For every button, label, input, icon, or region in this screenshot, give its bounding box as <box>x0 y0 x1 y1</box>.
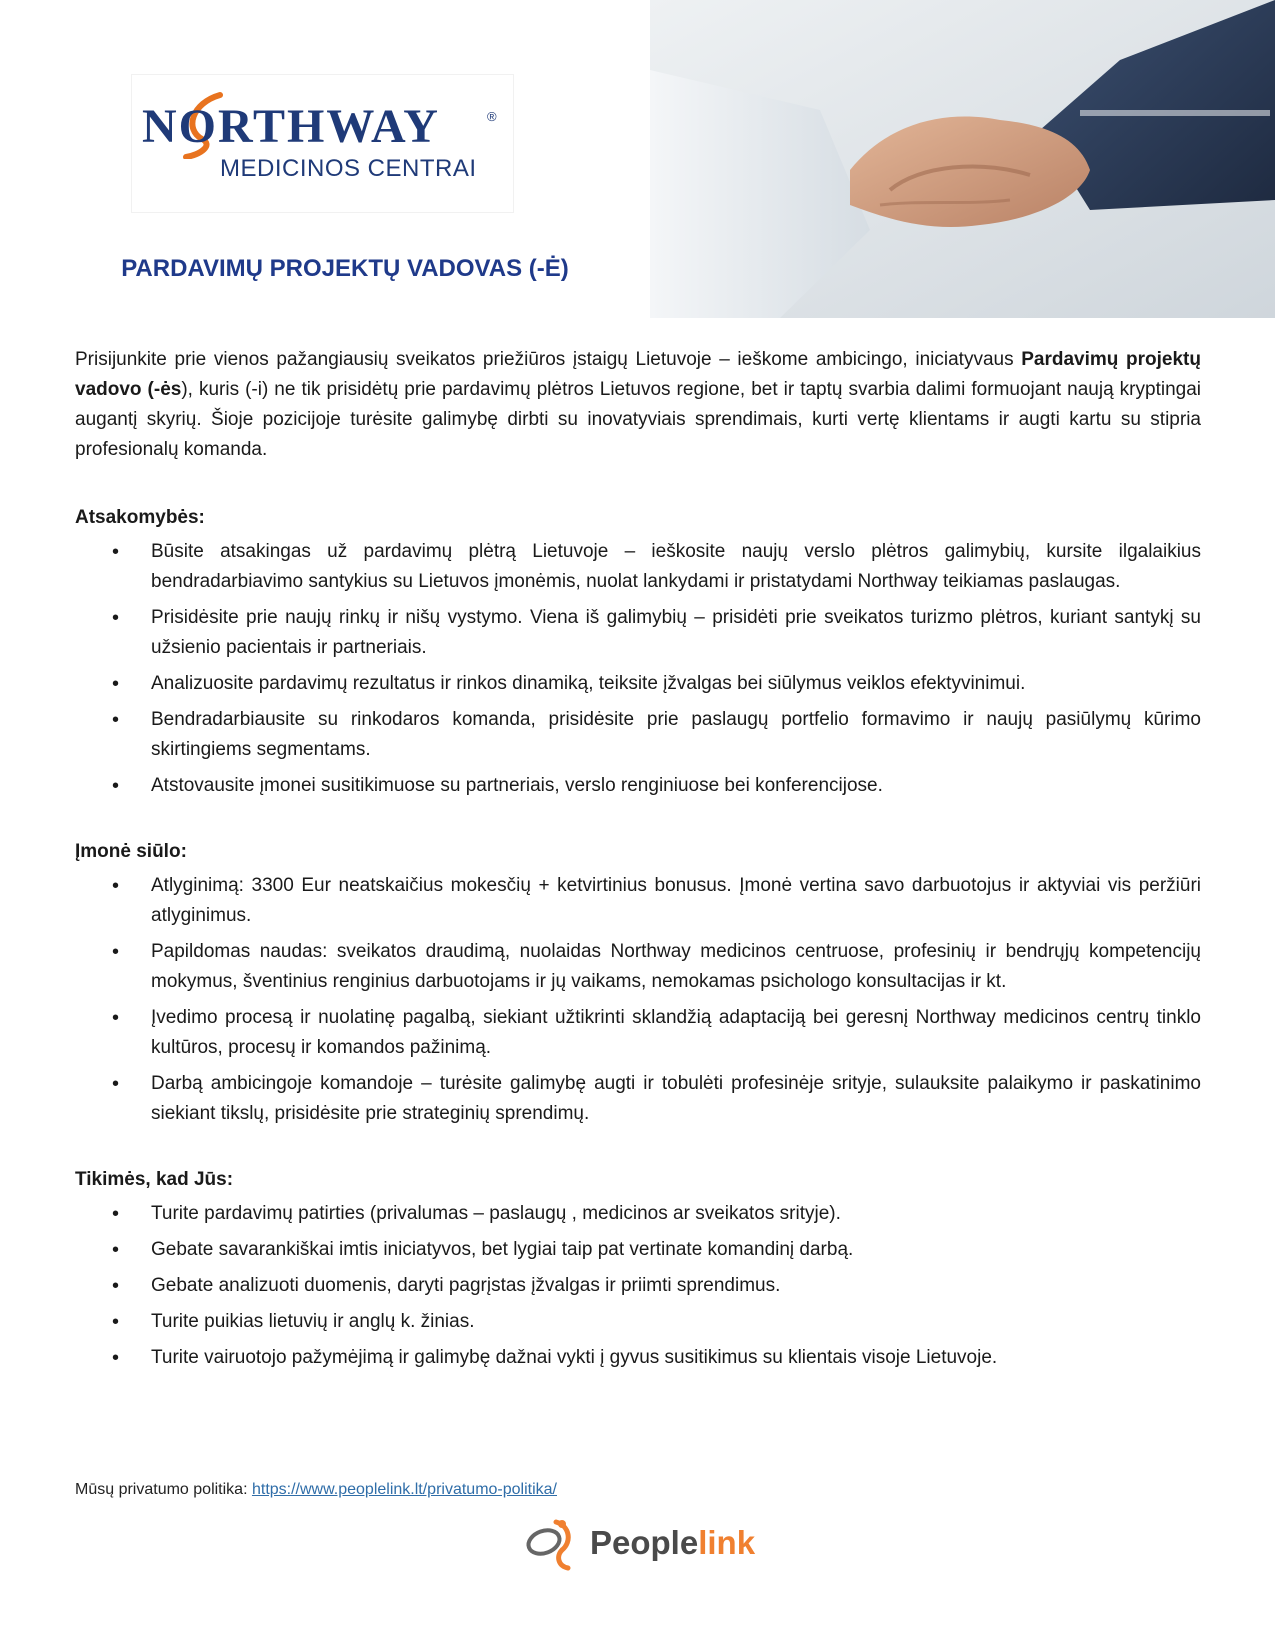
registered-mark: ® <box>487 109 497 124</box>
list-item: • Turite puikias lietuvių ir anglų k. žinias. <box>75 1307 1201 1337</box>
intro-paragraph <box>75 345 1201 465</box>
intro-text-2: ), kuris (-i) ne tik prisidėtų prie pardavimų plėtros Lietuvos regione, bet ir taptų svarbia dalimi formuojant naują kryptingai augantį skyrių. Šioje pozicijoje turėsite galimybę dirbti su inovatyviais sprendimais, kurti vertę klientams ir augti kartu su stipria profesionalų komanda. <box>75 379 1201 460</box>
list-item: • Papildomas naudas: sveikatos draudimą, nuolaidas Northway medicinos centruose, profesinių ir bendrųjų kompetencijų mokymus, šventinius renginius darbuotojams ir jų vaikams, nemokamas psichologo konsultacijas ir kt. <box>75 937 1201 997</box>
privacy-policy-link[interactable]: https://www.peoplelink.lt/privatumo-politika/ <box>251 1481 557 1498</box>
peoplelink-mark-icon <box>522 1516 582 1572</box>
list-item: • Turite vairuotojo pažymėjimą ir galimybę dažnai vykti į gyvus susitikimus su klientais visoje Lietuvoje. <box>75 1343 1201 1373</box>
responsibilities-list <box>75 537 1201 801</box>
handshake-illustration <box>650 0 1275 318</box>
list-item: • Atlyginimą: 3300 Eur neatskaičius mokesčių + ketvirtinius bonusus. Įmonė vertina savo darbuotojus ir aktyviai vis peržiūri atlyginimus. <box>75 871 1201 931</box>
expectations-list <box>75 1199 1201 1373</box>
list-item: • Analizuosite pardavimų rezultatus ir rinkos dinamiką, teiksite įžvalgas bei siūlymus veiklos efektyvinimui. <box>75 669 1201 699</box>
northway-logo <box>131 74 514 213</box>
northway-logo-word: NORTHWAY <box>142 100 440 153</box>
job-description <box>75 345 1201 1379</box>
intro-text-1: Prisijunkite prie vienos pažangiausių sveikatos priežiūros įstaigų Lietuvoje – ieškome ambicingo, iniciatyvaus <box>75 349 1022 370</box>
offers-list <box>75 871 1201 1129</box>
handshake-photo <box>650 0 1275 318</box>
northway-logo-subtitle: MEDICINOS CENTRAI <box>220 155 477 182</box>
peoplelink-word-link: link <box>698 1524 756 1561</box>
privacy-label: Mūsų privatumo politika: <box>75 1481 252 1498</box>
list-item: • Prisidėsite prie naujų rinkų ir nišų vystymo. Viena iš galimybių – prisidėti prie sveikatos turizmo plėtros, kuriant santykį su užsienio pacientais ir partneriais. <box>75 603 1201 663</box>
list-item: • Atstovausite įmonei susitikimuose su partneriais, verslo renginiuose bei konferencijose. <box>75 771 1201 801</box>
job-title: PARDAVIMŲ PROJEKTŲ VADOVAS (-Ė) <box>121 255 569 282</box>
list-item: • Darbą ambicingoje komandoje – turėsite galimybę augti ir tobulėti profesinėje srityje, sulauksite palaikymo ir paskatinimo siekiant tikslų, prisidėsite prie strateginių sprendimų. <box>75 1069 1201 1129</box>
peoplelink-wordmark <box>590 1524 755 1562</box>
list-item: • Gebate analizuoti duomenis, daryti pagrįstas įžvalgas ir priimti sprendimus. <box>75 1271 1201 1301</box>
intro-bold-role: Pardavimų projektų vadovo (-ės <box>75 349 1201 400</box>
section-heading-offers: Įmonė siūlo: <box>75 841 187 862</box>
section-heading-responsibilities: Atsakomybės: <box>75 507 205 528</box>
peoplelink-logo <box>522 1516 756 1572</box>
privacy-policy <box>75 1481 557 1499</box>
list-item: • Įvedimo procesą ir nuolatinę pagalbą, siekiant užtikrinti sklandžią adaptaciją bei geresnį Northway medicinos centrų tinklo kultūros, procesų ir komandos pažinimą. <box>75 1003 1201 1063</box>
list-item: • Turite pardavimų patirties (privalumas – paslaugų , medicinos ar sveikatos srityje). <box>75 1199 1201 1229</box>
list-item: • Bendradarbiausite su rinkodaros komanda, prisidėsite prie paslaugų portfelio formavimo ir naujų pasiūlymų kūrimo skirtingiems segmentams. <box>75 705 1201 765</box>
peoplelink-word-people: People <box>590 1524 699 1561</box>
section-heading-expectations: Tikimės, kad Jūs: <box>75 1169 234 1190</box>
list-item: • Būsite atsakingas už pardavimų plėtrą Lietuvoje – ieškosite naujų verslo plėtros galimybių, kursite ilgalaikius bendradarbiavimo santykius su Lietuvos įmonėmis, nuolat lankydami ir pristatydami Northway teikiamas paslaugas. <box>75 537 1201 597</box>
list-item: • Gebate savarankiškai imtis iniciatyvos, bet lygiai taip pat vertinate komandinį darbą. <box>75 1235 1201 1265</box>
